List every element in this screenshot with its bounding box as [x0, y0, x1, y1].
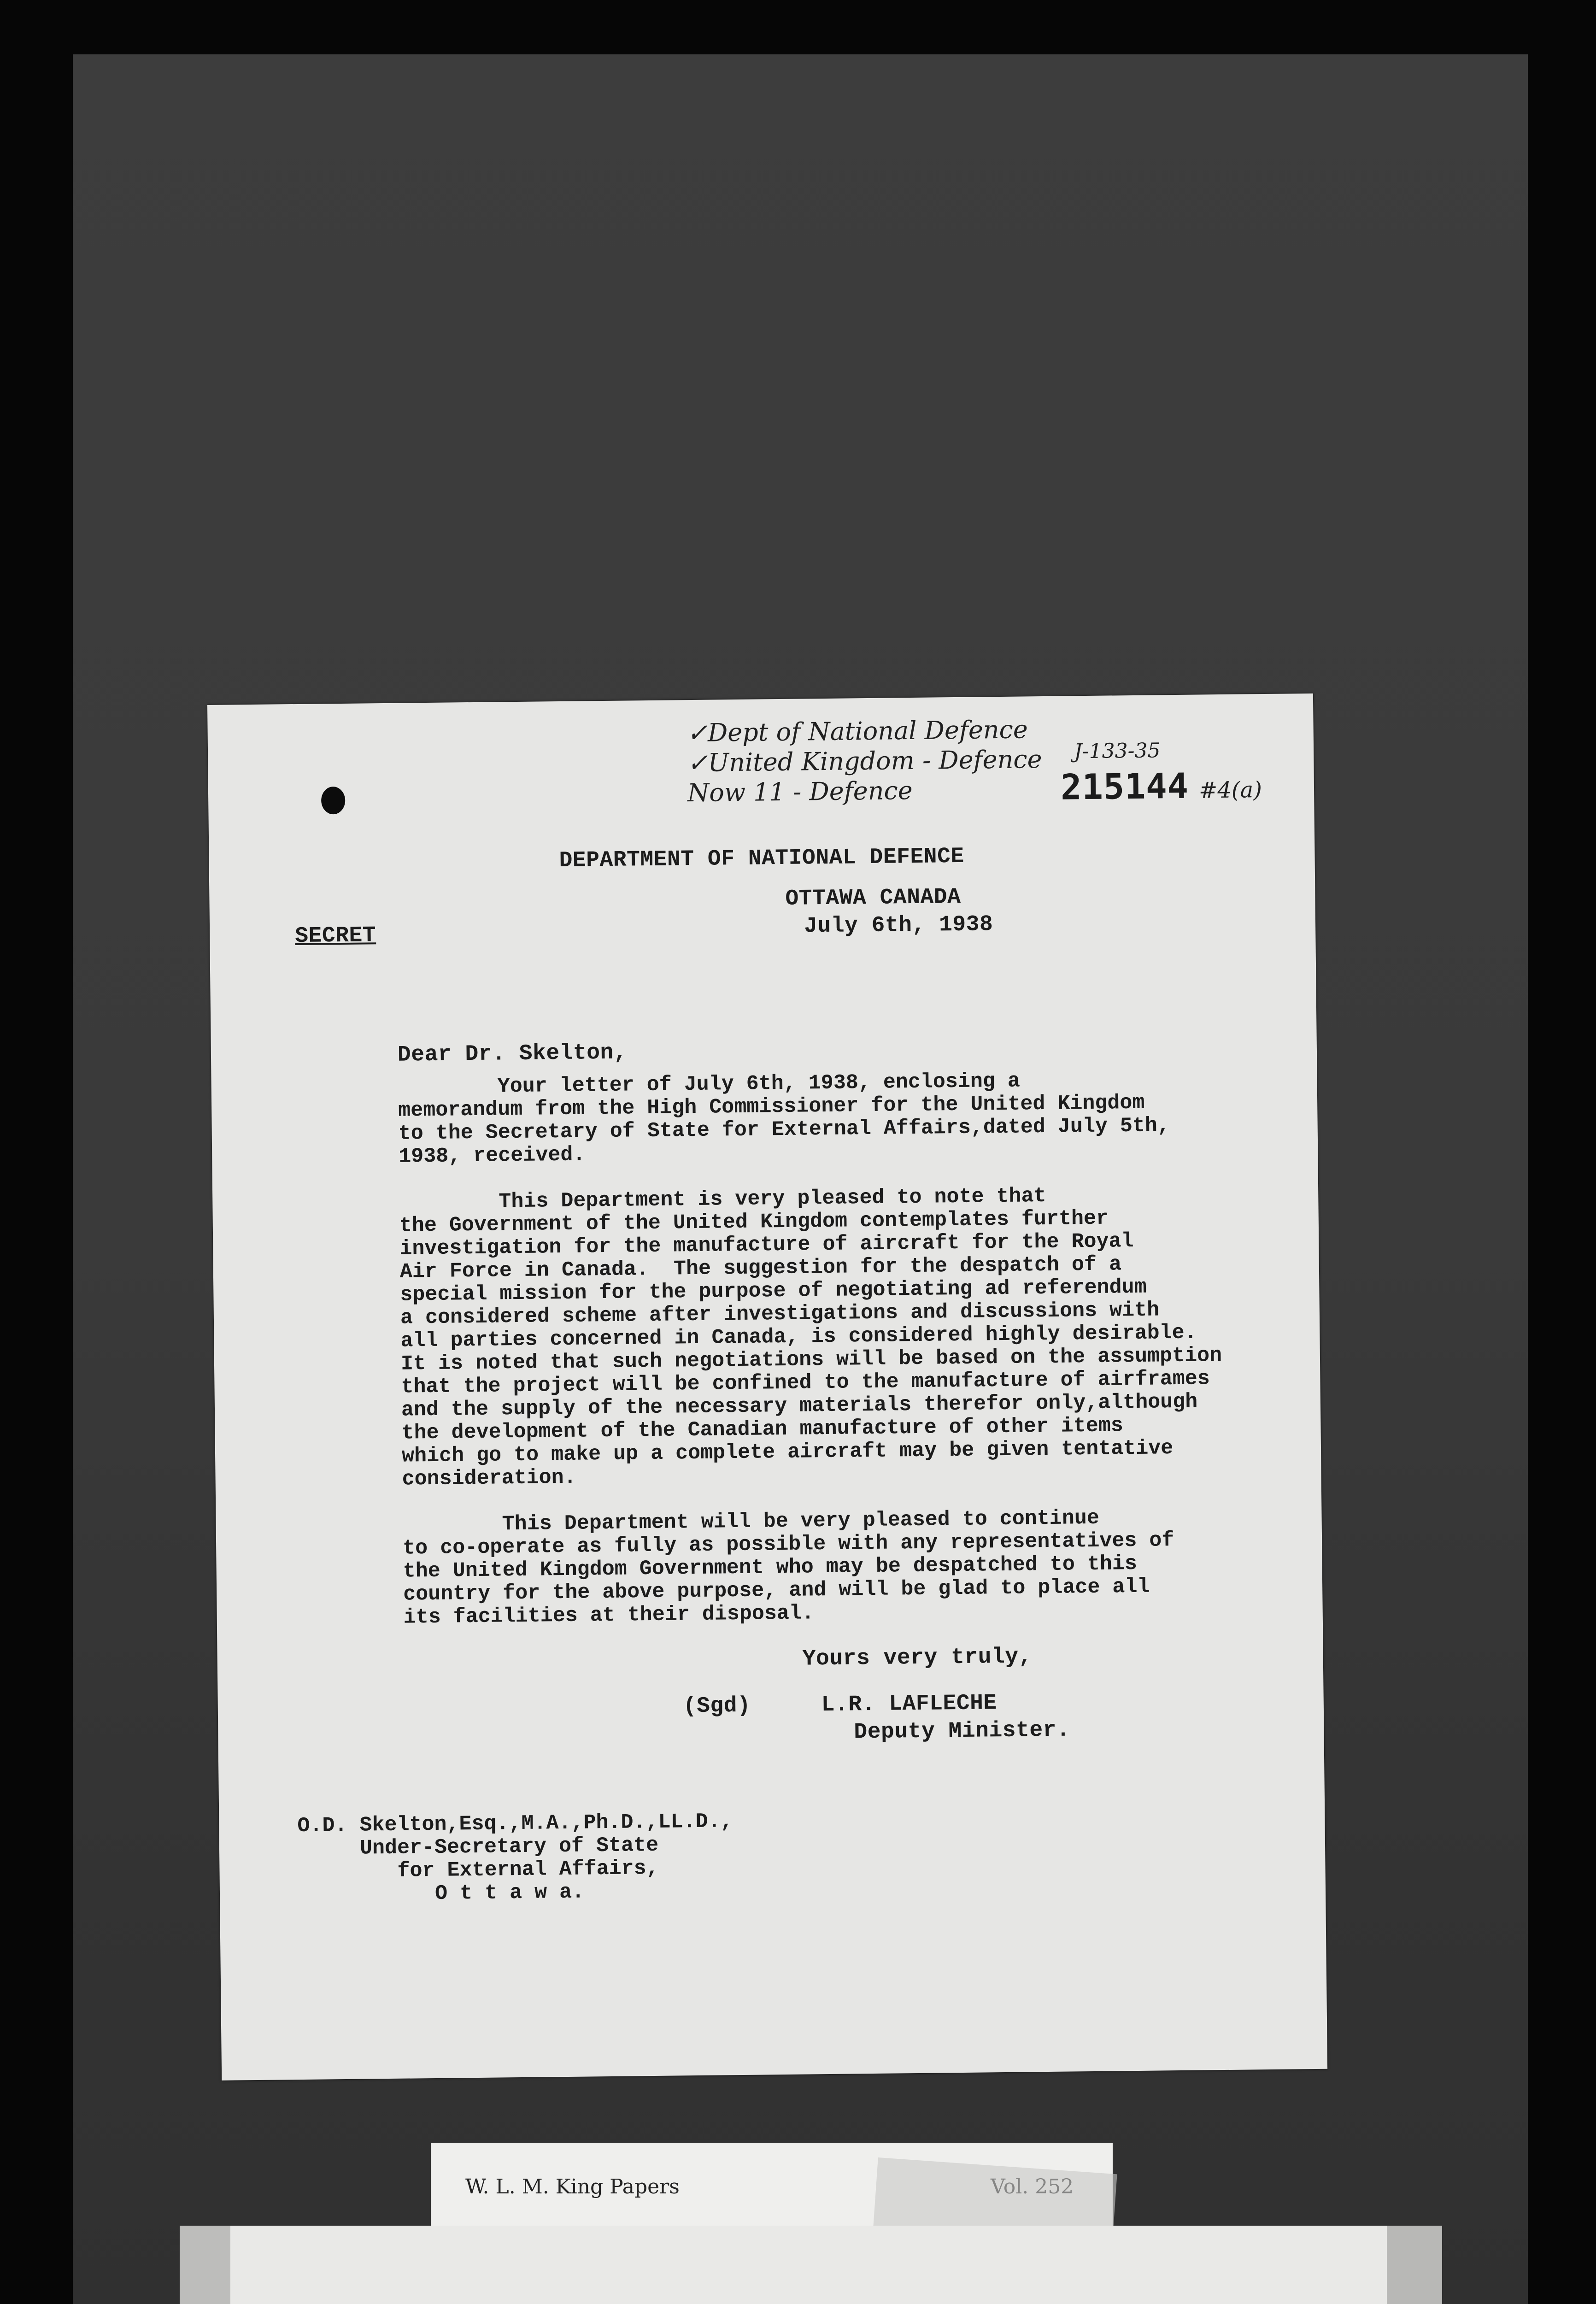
text-line: the development of the Canadian manufacture of other items: [401, 1414, 1124, 1445]
text-line: country for the above purpose, and will be glad to place all: [403, 1575, 1150, 1606]
collection-name: W. L. M. King Papers: [465, 2175, 680, 2198]
text-line: and the supply of the necessary materials therefor only,although: [401, 1390, 1198, 1422]
location-line: OTTAWA CANADA: [785, 884, 961, 911]
document-number: 215144: [1060, 765, 1189, 808]
text-line: special mission for the purpose of negotiating ad referendum: [400, 1275, 1147, 1307]
signer-title: Deputy Minister.: [854, 1717, 1070, 1745]
signer-name: L.R. LAFLECHE: [821, 1691, 998, 1718]
signed-marker: (Sgd): [683, 1693, 751, 1719]
paragraph-2: [399, 1183, 1223, 1491]
letter-page: [207, 694, 1327, 2081]
text-line: the Government of the United Kingdom contemplates further: [399, 1206, 1109, 1238]
addressee-line: O t t a w a.: [298, 1880, 585, 1907]
addressee-line: for External Affairs,: [298, 1856, 659, 1884]
paragraph-1: [398, 1068, 1170, 1169]
paragraph-3: [402, 1506, 1175, 1629]
handwritten-ref: J-133-35: [1074, 739, 1161, 764]
text-line: memorandum from the High Commissioner for the United Kingdom: [398, 1091, 1145, 1123]
text-line: This Department is very pleased to note that: [399, 1184, 1046, 1215]
text-line: It is noted that such negotiations will be based on the assumption: [400, 1344, 1222, 1376]
text-line: a considered scheme after investigations and discussions with: [400, 1298, 1160, 1330]
archive-card: [180, 2226, 1442, 2304]
closing: Yours very truly,: [802, 1644, 1033, 1672]
handwritten-note-2: ✓United Kingdom - Defence: [687, 745, 1042, 778]
text-line: 1938, received.: [399, 1143, 586, 1169]
text-line: to co-operate as fully as possible with any representatives of: [402, 1528, 1174, 1560]
department-heading: DEPARTMENT OF NATIONAL DEFENCE: [559, 844, 964, 874]
text-line: the United Kingdom Government who may be despatched to this: [403, 1552, 1138, 1583]
text-line: Air Force in Canada. The suggestion for the despatch of a: [399, 1252, 1122, 1284]
text-line: to the Secretary of State for External Affairs,dated July 5th,: [398, 1114, 1170, 1146]
text-line: all parties concerned in Canada, is considered highly desirable.: [400, 1321, 1197, 1353]
text-line: its facilities at their disposal.: [403, 1601, 815, 1629]
handwritten-ref-2: #4(a): [1198, 777, 1262, 804]
salutation: Dear Dr. Skelton,: [397, 1040, 628, 1068]
punch-hole: [321, 787, 346, 815]
addressee-line: O.D. Skelton,Esq.,M.A.,Ph.D.,LL.D.,: [297, 1810, 733, 1838]
text-line: that the project will be confined to the manufacture of airframes: [401, 1367, 1210, 1399]
secret-marking: SECRET: [294, 923, 376, 949]
text-line: which go to make up a complete aircraft may be given tentative: [401, 1436, 1174, 1468]
text-line: investigation for the manufacture of aircraft for the Royal: [399, 1229, 1134, 1261]
text-line: Your letter of July 6th, 1938, enclosing a: [398, 1069, 1021, 1099]
date-line: July 6th, 1938: [804, 912, 993, 939]
text-line: This Department will be very pleased to continue: [402, 1506, 1100, 1537]
handwritten-note-3: Now 11 - Defence: [687, 776, 913, 808]
handwritten-note-1: ✓Dept of National Defence: [687, 715, 1028, 748]
addressee-block: [297, 1810, 733, 1907]
addressee-line: Under-Secretary of State: [297, 1833, 659, 1861]
text-line: consideration.: [402, 1465, 576, 1491]
